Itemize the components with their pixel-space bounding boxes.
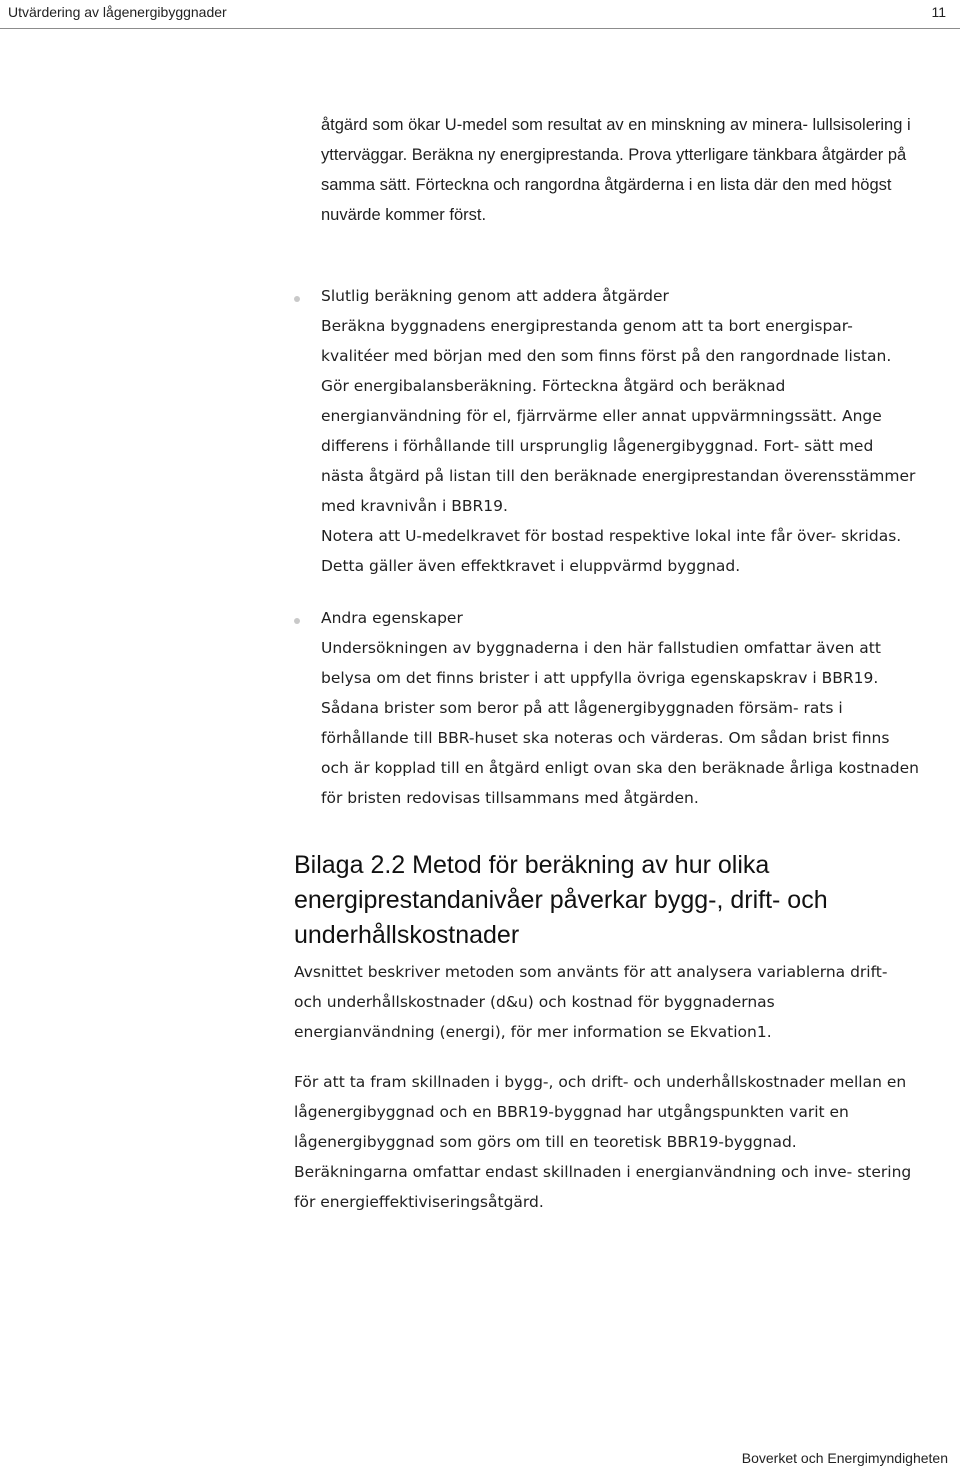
- bullet-dot-icon: [294, 296, 300, 302]
- bullet-body: [321, 603, 921, 813]
- page-footer: Boverket och Energimyndigheten: [741, 1450, 948, 1466]
- document-title: Utvärdering av lågenergibyggnader: [8, 4, 227, 20]
- bullet-text: Undersökningen av byggnaderna i den här fallstudien omfattar även att belysa om det finns brister i att uppfylla övriga egenskapskrav i BBR19. Sådana brister som beror på att lågenergibyggnaden försäm- rats i förhållande till BBR-huset ska noteras och värderas. Om sådan brist finns och är kopplad till en åtgärd enligt ovan ska den beräknade årliga kostnaden för bristen redovisas tillsammans med åtgärden.: [321, 639, 919, 807]
- page-number: 11: [931, 4, 946, 20]
- bullet-body: [321, 281, 921, 581]
- bullet-dot-icon: [294, 618, 300, 624]
- continuation-paragraph: åtgärd som ökar U-medel som resultat av en minskning av minera- lullsisolering i ytterväggar. Beräkna ny energiprestanda. Prova ytterligare tänkbara åtgärder på samma sätt. Förteckna och rangordna åtgärderna i en lista där den med högst nuvärde kommer först.: [321, 116, 911, 224]
- section-heading: Bilaga 2.2 Metod för beräkning av hur olika energiprestandanivåer påverkar bygg-, drift- och underhållskostnader: [294, 851, 828, 949]
- section-paragraph-2: För att ta fram skillnaden i bygg-, och drift- och underhållskostnader mellan en lågenergibyggnad och en BBR19-byggnad har utgångspunkten varit en lågenergibyggnad som görs om till en teoretisk BBR19-byggnad. Beräkningarna omfattar endast skillnaden i energianvändning och inve- stering för energieffektiviseringsåtgärd.: [294, 1073, 912, 1211]
- bullet-text: Beräkna byggnadens energiprestanda genom att ta bort energispar- kvalitéer med början med den som finns först på den rangordnade listan. Gör energibalansberäkning. Förteckna åtgärd och beräknad energianvändning för el, fjärrvärme eller annat uppvärmningssätt. Ange differens i förhållande till ursprunglig lågenergibyggnad. Fort- sätt med nästa åtgärd på listan till den beräknade energiprestandan överensstämmer med kravnivån i BBR19.: [321, 317, 916, 515]
- bullet-note: Notera att U-medelkravet för bostad respektive lokal inte får över- skridas. Detta gäller även effektkravet i eluppvärmd byggnad.: [321, 527, 902, 575]
- page-header: [0, 0, 960, 29]
- bullet-title: Andra egenskaper: [321, 609, 463, 627]
- bullet-title: Slutlig beräkning genom att addera åtgärder: [321, 287, 669, 305]
- section-paragraph-1: Avsnittet beskriver metoden som använts för att analysera variablerna drift- och underhållskostnader (d&u) och kostnad för byggnadernas energianvändning (energi), för mer information se Ekvation1.: [294, 963, 888, 1041]
